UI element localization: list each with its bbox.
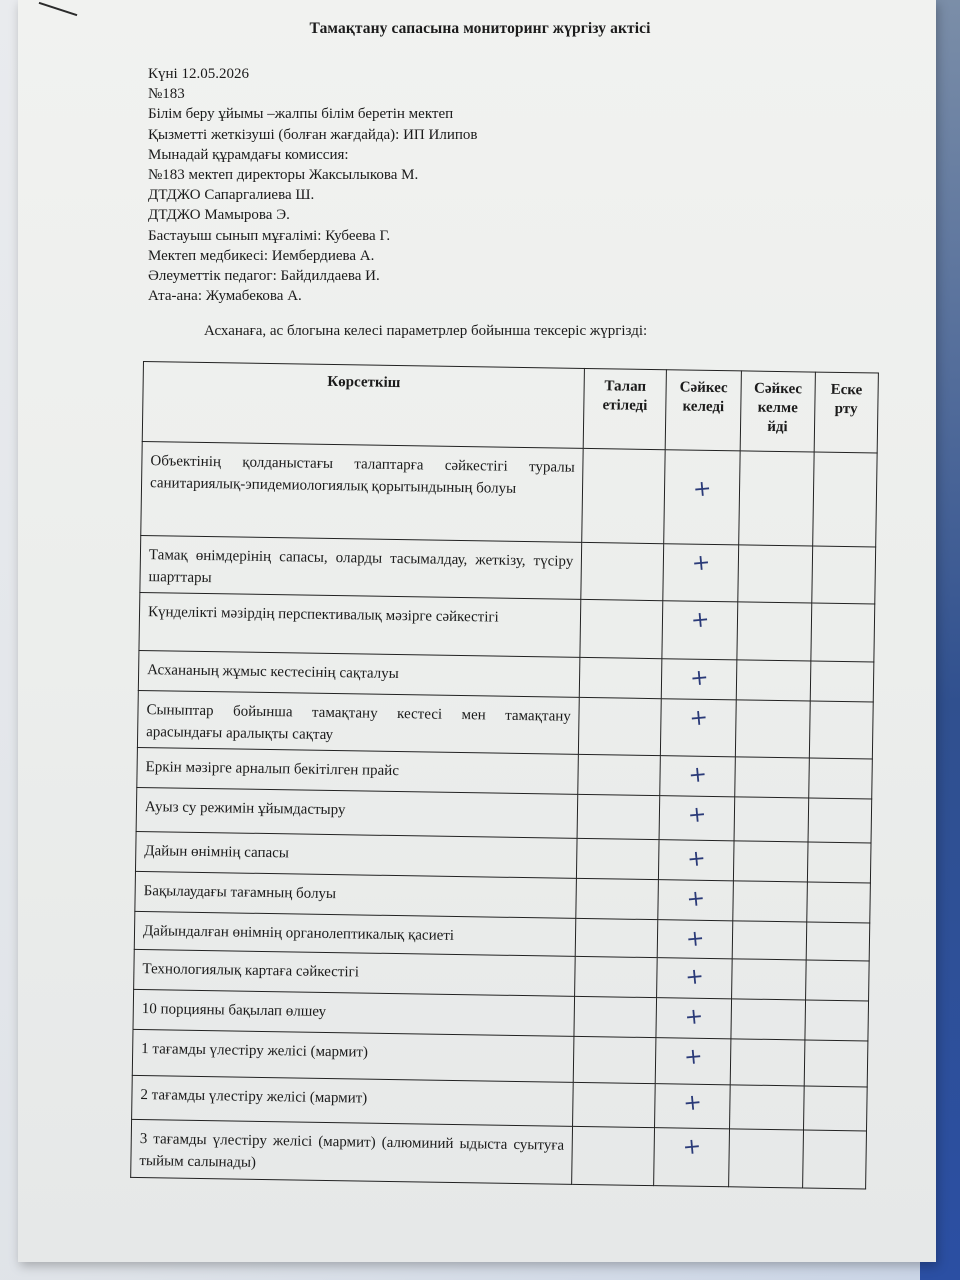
compliant-cell: [660, 699, 736, 757]
indicator-cell: 1 тағамды үлестіру желісі (мармит): [132, 1029, 574, 1082]
header-note: [814, 372, 879, 453]
inspection-table: [130, 361, 879, 1189]
compliant-cell: [654, 1084, 730, 1129]
table-row: [141, 441, 877, 547]
note-cell: [810, 661, 874, 702]
indicator-cell: Сыныптар бойынша тамақтану кестесі мен тамақтану арасындағы аралықты сақтау: [137, 690, 579, 754]
header-line: келеді: [682, 398, 725, 416]
commission-member: ДТДЖО Мамырова Э.: [148, 207, 290, 224]
note-cell: [810, 603, 874, 662]
commission-label: Мынадай құрамдағы комиссия:: [148, 146, 349, 163]
indicator-cell: Бақылаудағы тағамның болуы: [135, 871, 577, 918]
noncompliant-cell: [736, 660, 810, 701]
required-cell: [572, 1126, 654, 1185]
note-cell: [806, 882, 870, 923]
noncompliant-cell: [735, 757, 809, 798]
organization-line: Білім беру ұйымы –жалпы білім беретін мектеп: [148, 106, 454, 123]
inspection-intro: Асханаға, ас блогына келесі параметрлер бойынша тексеріс жүргізді:: [204, 323, 648, 339]
commission-member: №183 мектеп директоры Жаксылыкова М.: [148, 167, 419, 184]
header-line: Еске: [830, 381, 863, 399]
required-cell: [576, 918, 658, 957]
compliant-cell: [662, 601, 738, 660]
noncompliant-cell: [731, 999, 805, 1040]
handwritten-plus-mark: +: [683, 1003, 705, 1031]
indicator-cell: 2 тағамды үлестіру желісі (мармит): [132, 1075, 574, 1126]
handwritten-plus-mark: +: [685, 885, 706, 913]
noncompliant-cell: [733, 881, 807, 922]
indicator-cell: 3 тағамды үлестіру желісі (мармит) (алюминий ыдыста суытуға тыйым салынады): [131, 1119, 573, 1184]
compliant-cell: [661, 659, 737, 700]
header-line: етіледі: [602, 397, 648, 414]
noncompliant-cell: [739, 451, 814, 546]
handwritten-plus-mark: +: [688, 704, 709, 732]
commission-member: Ата-ана: Жумабекова А.: [148, 288, 302, 305]
table-body: [131, 441, 877, 1188]
header-line: Көрсеткіш: [327, 373, 401, 392]
handwritten-plus-mark: +: [684, 963, 705, 991]
required-cell: [579, 697, 661, 755]
indicator-cell: Объектінің қолданыстағы талаптарға сәйкестігі туралы санитариялық-эпидемиологиялық қорытындының болуы: [141, 441, 584, 542]
compliant-cell: [664, 450, 741, 545]
commission-member: Мектеп медбикесі: Иембердиева А.: [148, 247, 375, 264]
compliant-cell: [655, 1038, 731, 1085]
noncompliant-cell: [734, 841, 808, 882]
noncompliant-cell: [730, 1085, 804, 1130]
handwritten-plus-mark: +: [681, 1133, 703, 1161]
indicator-cell: Асхананың жұмыс кестесінің сақталуы: [138, 650, 580, 697]
number-line: №183: [148, 86, 185, 103]
handwritten-plus-mark: +: [690, 550, 712, 577]
header-line: келме: [757, 399, 798, 417]
required-cell: [577, 838, 659, 879]
note-cell: [807, 842, 871, 883]
table-header-row: [142, 362, 878, 454]
indicator-cell: Ауыз су режимін ұйымдастыру: [136, 787, 578, 838]
note-cell: [805, 1000, 869, 1041]
handwritten-plus-mark: +: [691, 476, 713, 503]
note-cell: [804, 1040, 868, 1087]
compliant-cell: [663, 544, 739, 602]
header-compliant: [665, 370, 742, 451]
header-line: Сәйкес: [753, 380, 803, 398]
compliant-cell: [658, 840, 734, 881]
header-line: рту: [834, 400, 858, 418]
required-cell: [578, 754, 660, 795]
handwritten-plus-mark: +: [686, 801, 708, 829]
header-line: йді: [767, 418, 788, 436]
compliant-cell: [656, 998, 732, 1039]
noncompliant-cell: [736, 700, 810, 758]
handwritten-plus-mark: +: [688, 665, 710, 692]
noncompliant-cell: [732, 921, 806, 960]
handwritten-plus-mark: +: [682, 1089, 703, 1117]
required-cell: [580, 599, 662, 658]
note-cell: [805, 960, 869, 1001]
note-cell: [803, 1086, 867, 1131]
compliant-cell: [658, 880, 734, 921]
indicator-cell: Еркін мәзірге арналып бекітілген прайс: [137, 747, 579, 794]
required-cell: [582, 448, 665, 543]
noncompliant-cell: [732, 959, 806, 1000]
indicator-cell: 10 порцияны бақылап өлшеу: [133, 989, 575, 1036]
date-line: Күні 12.05.2026: [148, 66, 249, 82]
compliant-cell: [656, 958, 732, 999]
note-cell: [812, 452, 877, 547]
handwritten-plus-mark: +: [689, 607, 711, 634]
supplier-line: Қызметті жеткізуші (болған жағдайда): ИП Илипов: [148, 126, 478, 143]
commission-member: Бастауыш сынып мұғалімі: Кубеева Г.: [148, 227, 391, 244]
required-cell: [573, 1082, 655, 1127]
indicator-cell: Күнделікті мәзірдің перспективалық мәзірге сәйкестігі: [139, 592, 581, 657]
commission-member: ДТДЖО Сапаргалиева Ш.: [148, 187, 315, 204]
required-cell: [574, 1036, 656, 1083]
noncompliant-cell: [738, 545, 812, 603]
compliant-cell: [660, 756, 736, 797]
required-cell: [577, 794, 659, 839]
indicator-cell: Тамақ өнімдерінің сапасы, оларды тасымалдау, жеткізу, түсіру шарттары: [140, 535, 582, 599]
note-cell: [808, 798, 872, 843]
compliant-cell: [657, 920, 733, 959]
noncompliant-cell: [730, 1039, 804, 1086]
header-noncompliant: [740, 371, 815, 452]
indicator-cell: Дайындалған өнімнің органолептикалық қасиеті: [134, 911, 576, 956]
handwritten-plus-mark: +: [682, 1043, 704, 1071]
note-cell: [808, 758, 872, 799]
required-cell: [574, 996, 656, 1037]
handwritten-plus-mark: +: [684, 925, 706, 953]
indicator-cell: Дайын өнімнің сапасы: [135, 831, 577, 878]
note-cell: [811, 546, 875, 604]
header-required: [584, 368, 667, 449]
note-cell: [802, 1130, 866, 1189]
header-line: Сәйкес: [679, 379, 728, 397]
note-cell: [806, 922, 870, 961]
noncompliant-cell: [734, 797, 808, 842]
header-indicator: [142, 362, 585, 449]
noncompliant-cell: [729, 1129, 803, 1188]
table-row: [131, 1119, 867, 1189]
handwritten-plus-mark: +: [687, 761, 708, 789]
document-header: [148, 64, 848, 306]
compliant-cell: [659, 796, 735, 841]
indicator-cell: Технологиялық картаға сәйкестігі: [134, 949, 576, 996]
note-cell: [809, 701, 873, 759]
required-cell: [575, 956, 657, 997]
commission-member: Әлеуметтік педагог: Байдилдаева И.: [148, 268, 380, 285]
compliant-cell: [653, 1128, 729, 1187]
required-cell: [580, 657, 662, 698]
noncompliant-cell: [737, 602, 811, 661]
handwritten-plus-mark: +: [685, 845, 707, 873]
required-cell: [581, 542, 663, 600]
required-cell: [576, 878, 658, 919]
header-line: Талап: [604, 378, 647, 395]
document-title: Тамақтану сапасына мониторинг жүргізу актісі: [309, 20, 651, 37]
